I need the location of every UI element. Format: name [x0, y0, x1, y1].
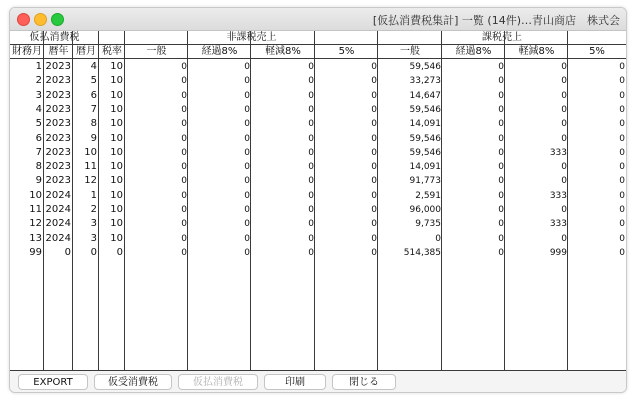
- table-cell-h-keigen: 0: [308, 76, 314, 87]
- table-cell-k-keika: 0: [498, 219, 504, 230]
- table-cell-rekigetsu: 10: [84, 146, 97, 158]
- table-row[interactable]: [10, 232, 626, 246]
- table-cell-k-keigen: 333: [549, 219, 567, 230]
- table-cell-rekigetsu: 5: [90, 75, 97, 87]
- table-cell-zaimu: 5: [35, 118, 42, 130]
- table-row[interactable]: [10, 117, 626, 131]
- header-zaimu[interactable]: 財務月: [12, 46, 42, 57]
- table-cell-rekigetsu: 9: [90, 132, 97, 144]
- table-cell-k-keigen: 333: [549, 190, 567, 201]
- table-cell-k-keika: 0: [498, 76, 504, 87]
- header-hikazei-5[interactable]: 5%: [315, 45, 378, 59]
- table-cell-rekigetsu: 8: [90, 118, 97, 130]
- table-cell-h-keika: 0: [244, 247, 250, 258]
- table-cell-h-keigen: 0: [308, 219, 314, 230]
- table-cell-k-keigen: 0: [561, 233, 567, 244]
- table-cell-rekigetsu: 2: [90, 204, 97, 215]
- table-row[interactable]: [10, 103, 626, 117]
- table-cell-h-ippan: 0: [181, 147, 187, 158]
- header-zeiritsu[interactable]: 税率: [99, 45, 125, 59]
- table-cell-rekinen: 2023: [45, 89, 71, 101]
- header-hikazei-keigen8[interactable]: 軽減8%: [251, 45, 315, 59]
- table-row[interactable]: [10, 160, 626, 174]
- table-cell-rekigetsu: 6: [90, 89, 97, 101]
- header-kazei-keigen8[interactable]: 軽減8%: [505, 45, 568, 59]
- table-cell-k-ippan: 59,546: [409, 62, 441, 72]
- table-cell-k-keika: 0: [498, 147, 504, 158]
- table-cell-rekinen: 2023: [45, 61, 71, 72]
- table-cell-rekinen: 2023: [45, 103, 71, 115]
- table-cell-k-ippan: 2,591: [415, 190, 441, 201]
- table-row[interactable]: [10, 74, 626, 88]
- main-window: [9, 7, 627, 393]
- table-cell-k-ippan: 14,091: [409, 119, 441, 130]
- table-cell-zeiritsu: 10: [110, 146, 123, 158]
- print-button[interactable]: 印刷: [264, 374, 326, 390]
- table-cell-k-keigen: 333: [549, 147, 567, 158]
- table-cell-rekinen: 2024: [45, 218, 71, 230]
- table-cell-rekigetsu: 1: [90, 189, 97, 201]
- table-cell-h-5: 0: [371, 147, 377, 158]
- header-kazei-keika8[interactable]: 経過8%: [442, 45, 505, 59]
- table-cell-h-keika: 0: [244, 133, 250, 144]
- table-cell-zaimu: 99: [29, 246, 42, 258]
- table-cell-h-5: 0: [371, 162, 377, 173]
- table-cell-zaimu: 3: [35, 89, 42, 101]
- table-row[interactable]: [10, 146, 626, 160]
- table-cell-zeiritsu: 10: [110, 75, 123, 87]
- table-row[interactable]: [10, 89, 626, 103]
- table-cell-h-5: 0: [371, 205, 377, 215]
- table-cell-k-5: 0: [619, 219, 625, 230]
- table-cell-h-keika: 0: [244, 205, 250, 215]
- table-cell-zaimu: 7: [35, 146, 42, 158]
- close-button[interactable]: 閉じる: [332, 374, 396, 390]
- table-cell-h-ippan: 0: [181, 247, 187, 258]
- table-cell-zaimu: 1: [35, 61, 42, 72]
- table-cell-h-5: 0: [371, 76, 377, 87]
- table-cell-k-keigen: 0: [561, 119, 567, 130]
- table-cell-h-keika: 0: [244, 119, 250, 130]
- table-cell-h-keigen: 0: [308, 190, 314, 201]
- table-cell-rekinen: 2023: [45, 132, 71, 144]
- table-cell-zeiritsu: 10: [110, 89, 123, 101]
- table-cell-rekinen: 2024: [45, 189, 71, 201]
- table-cell-zeiritsu: 10: [110, 132, 123, 144]
- table-cell-k-ippan: 0: [435, 233, 441, 244]
- table-cell-h-keigen: 0: [308, 247, 314, 258]
- table-cell-h-5: 0: [371, 90, 377, 101]
- table-cell-k-keika: 0: [498, 176, 504, 187]
- table-cell-h-keigen: 0: [308, 133, 314, 144]
- table-cell-h-ippan: 0: [181, 90, 187, 101]
- table-cell-k-ippan: 9,735: [415, 219, 441, 230]
- table-cell-k-keigen: 0: [561, 205, 567, 215]
- table-cell-k-5: 0: [619, 76, 625, 87]
- table-cell-rekinen: 2023: [45, 175, 71, 187]
- table-row[interactable]: [10, 203, 626, 217]
- table-cell-k-ippan: 33,273: [409, 76, 441, 87]
- karibarai-tax-button: 仮払消費税: [178, 374, 258, 390]
- table-cell-k-5: 0: [619, 90, 625, 101]
- table-cell-k-5: 0: [619, 133, 625, 144]
- table-cell-k-ippan: 96,000: [409, 205, 441, 215]
- table-cell-k-keigen: 0: [561, 104, 567, 115]
- table-cell-k-5: 0: [619, 190, 625, 201]
- table-cell-h-keigen: 0: [308, 147, 314, 158]
- table-cell-zeiritsu: 10: [110, 204, 123, 215]
- table-cell-k-5: 0: [619, 176, 625, 187]
- table-cell-h-ippan: 0: [181, 190, 187, 201]
- window-title: [仮払消費税集計] 一覧 (14件)…青山商店 株式会: [372, 14, 620, 27]
- table-cell-k-keigen: 0: [561, 176, 567, 187]
- table-cell-h-keika: 0: [244, 233, 250, 244]
- table-cell-k-5: 0: [619, 62, 625, 72]
- header-rekigetsu[interactable]: 暦月: [73, 45, 99, 59]
- table-cell-h-ippan: 0: [181, 205, 187, 215]
- table-cell-h-keigen: 0: [308, 62, 314, 72]
- header-hikazei-keika8[interactable]: 経過8%: [188, 45, 251, 59]
- table-cell-rekinen: 2024: [45, 204, 71, 215]
- table-row[interactable]: [10, 246, 626, 260]
- table-cell-h-keigen: 0: [308, 233, 314, 244]
- table-cell-k-keika: 0: [498, 133, 504, 144]
- table-cell-h-5: 0: [371, 133, 377, 144]
- table-cell-k-ippan: 514,385: [403, 247, 441, 258]
- table-row[interactable]: [10, 132, 626, 146]
- table-cell-k-keigen: 0: [561, 62, 567, 72]
- table-cell-h-ippan: 0: [181, 76, 187, 87]
- header-kazei-5[interactable]: 5%: [568, 45, 626, 59]
- table-cell-zeiritsu: 10: [110, 189, 123, 201]
- table-cell-h-ippan: 0: [181, 162, 187, 173]
- title-bar[interactable]: [10, 8, 626, 31]
- table-cell-k-keika: 0: [498, 62, 504, 72]
- table-cell-h-keigen: 0: [308, 104, 314, 115]
- table-cell-zeiritsu: 10: [110, 118, 123, 130]
- table-cell-zeiritsu: 0: [116, 246, 123, 258]
- table-cell-h-keika: 0: [244, 147, 250, 158]
- table-cell-h-5: 0: [371, 233, 377, 244]
- table-cell-k-5: 0: [619, 247, 625, 258]
- table-cell-rekigetsu: 3: [90, 232, 97, 244]
- header-rekinen[interactable]: 暦年: [44, 45, 73, 59]
- table-cell-zeiritsu: 10: [110, 61, 123, 72]
- table-cell-zaimu: 2: [35, 75, 42, 87]
- table-cell-k-5: 0: [619, 233, 625, 244]
- table-cell-h-keigen: 0: [308, 205, 314, 215]
- table-cell-rekinen: 2023: [45, 118, 71, 130]
- header-group-kazei: 課税売上: [378, 31, 626, 45]
- table-cell-k-5: 0: [619, 162, 625, 173]
- table-cell-h-keigen: 0: [308, 119, 314, 130]
- table-cell-zaimu: 6: [35, 132, 42, 144]
- table-cell-rekigetsu: 0: [90, 246, 97, 258]
- table-cell-zeiritsu: 10: [110, 232, 123, 244]
- table-cell-rekinen: 2023: [45, 146, 71, 158]
- table-cell-k-5: 0: [619, 104, 625, 115]
- table-cell-h-5: 0: [371, 62, 377, 72]
- table-cell-k-ippan: 59,546: [409, 104, 441, 115]
- table-cell-rekinen: 0: [64, 246, 71, 258]
- table-cell-h-keigen: 0: [308, 162, 314, 173]
- karuke-tax-button[interactable]: 仮受消費税: [94, 374, 172, 390]
- table-cell-h-5: 0: [371, 176, 377, 187]
- table-cell-k-keigen: 0: [561, 133, 567, 144]
- table-cell-h-keika: 0: [244, 104, 250, 115]
- table-cell-h-ippan: 0: [181, 219, 187, 230]
- table-cell-h-5: 0: [371, 119, 377, 130]
- table-cell-k-keika: 0: [498, 90, 504, 101]
- table-cell-rekinen: 2023: [45, 75, 71, 87]
- header-hikazei-ippan[interactable]: 一般: [125, 45, 188, 59]
- table-cell-k-ippan: 59,546: [409, 133, 441, 144]
- summary-table: [10, 31, 626, 370]
- table-cell-zaimu: 11: [29, 204, 42, 215]
- table-cell-k-keika: 0: [498, 190, 504, 201]
- table-cell-k-ippan: 59,546: [409, 147, 441, 158]
- table-cell-h-keika: 0: [244, 162, 250, 173]
- table-cell-rekigetsu: 7: [90, 103, 97, 115]
- table-cell-h-ippan: 0: [181, 233, 187, 244]
- table-cell-h-keika: 0: [244, 219, 250, 230]
- table-cell-h-ippan: 0: [181, 62, 187, 72]
- table-cell-h-5: 0: [371, 104, 377, 115]
- table-cell-k-keigen: 999: [549, 247, 567, 258]
- table-cell-zeiritsu: 10: [110, 103, 123, 115]
- table-cell-rekigetsu: 3: [90, 218, 97, 230]
- table-cell-k-keigen: 0: [561, 162, 567, 173]
- table-cell-h-keika: 0: [244, 76, 250, 87]
- table-cell-h-5: 0: [371, 247, 377, 258]
- table-cell-zeiritsu: 10: [110, 161, 123, 173]
- header-group-hikazei: 非課税売上: [125, 31, 378, 45]
- table-row[interactable]: [10, 174, 626, 188]
- header-group-karibarai: 仮払消費税: [10, 31, 99, 45]
- table-cell-k-keika: 0: [498, 162, 504, 173]
- table-cell-h-keigen: 0: [308, 90, 314, 101]
- table-cell-zaimu: 4: [35, 103, 42, 115]
- table-cell-k-keigen: 0: [561, 76, 567, 87]
- table-cell-k-5: 0: [619, 205, 625, 215]
- table-cell-zeiritsu: 10: [110, 218, 123, 230]
- table-cell-h-ippan: 0: [181, 119, 187, 130]
- table-cell-k-ippan: 91,773: [409, 176, 441, 187]
- table-cell-k-keika: 0: [498, 205, 504, 215]
- table-cell-rekinen: 2024: [45, 232, 71, 244]
- table-cell-h-ippan: 0: [181, 104, 187, 115]
- table-cell-k-keigen: 0: [561, 90, 567, 101]
- table-cell-k-5: 0: [619, 147, 625, 158]
- table-cell-h-5: 0: [371, 190, 377, 201]
- table-cell-rekinen: 2023: [45, 161, 71, 173]
- table-cell-h-keika: 0: [244, 190, 250, 201]
- table-row[interactable]: [10, 217, 626, 231]
- header-kazei-ippan[interactable]: 一般: [378, 45, 442, 59]
- table-cell-zaimu: 13: [29, 232, 42, 244]
- table-cell-k-ippan: 14,091: [409, 162, 441, 173]
- table-cell-zaimu: 12: [29, 218, 42, 230]
- table-cell-h-keigen: 0: [308, 176, 314, 187]
- table-cell-h-ippan: 0: [181, 176, 187, 187]
- table-cell-zaimu: 8: [35, 161, 42, 173]
- table-cell-h-ippan: 0: [181, 133, 187, 144]
- table-cell-zeiritsu: 10: [110, 175, 123, 187]
- table-cell-h-keika: 0: [244, 176, 250, 187]
- table-cell-zaimu: 9: [35, 175, 42, 187]
- table-cell-h-keika: 0: [244, 62, 250, 72]
- table-cell-rekigetsu: 12: [84, 175, 97, 187]
- table-cell-k-keika: 0: [498, 233, 504, 244]
- table-cell-h-5: 0: [371, 219, 377, 230]
- export-button[interactable]: EXPORT: [18, 374, 88, 390]
- table-row[interactable]: [10, 60, 626, 74]
- table-cell-zaimu: 10: [29, 189, 42, 201]
- table-cell-k-ippan: 14,647: [409, 90, 441, 101]
- table-row[interactable]: [10, 189, 626, 203]
- table-cell-k-keika: 0: [498, 119, 504, 130]
- button-bar: [10, 370, 626, 393]
- table-cell-rekigetsu: 11: [84, 161, 97, 173]
- table-cell-k-keika: 0: [498, 247, 504, 258]
- table-cell-k-keika: 0: [498, 104, 504, 115]
- table-cell-rekigetsu: 4: [90, 61, 97, 72]
- table-cell-k-5: 0: [619, 119, 625, 130]
- table-cell-h-keika: 0: [244, 90, 250, 101]
